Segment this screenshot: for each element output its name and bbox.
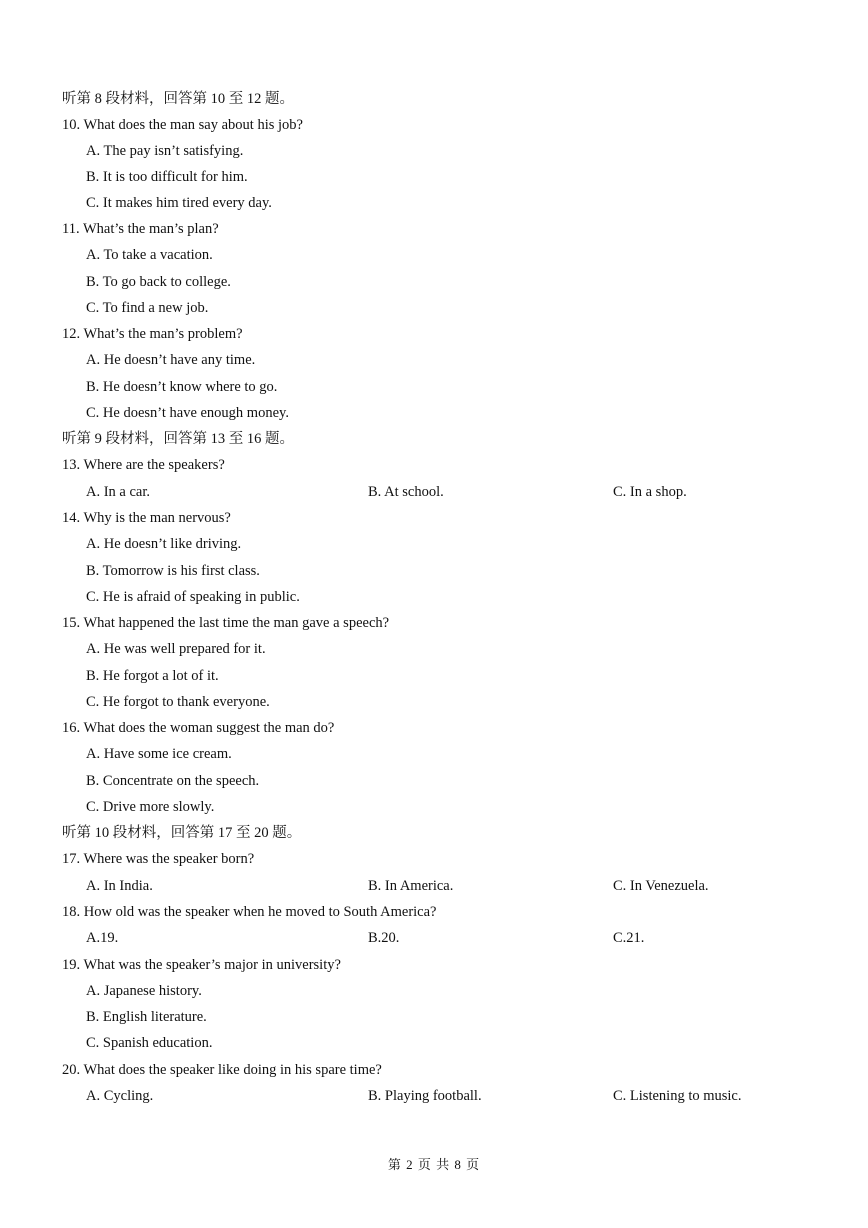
option-19c: C. Spanish education. (86, 1035, 213, 1051)
option-20c: C. Listening to music. (613, 1088, 742, 1104)
option-10b: B. It is too difficult for him. (86, 169, 248, 185)
option-11a: A. To take a vacation. (86, 247, 213, 263)
question-10: 10. What does the man say about his job? (62, 117, 303, 133)
option-20a: A. Cycling. (86, 1088, 154, 1104)
section-header-8: 听第 8 段材料，回答第 10 至 12 题。 (62, 91, 294, 107)
option-14b: B. Tomorrow is his first class. (86, 563, 260, 579)
option-12b: B. He doesn’t know where to go. (86, 379, 278, 395)
option-17b: B. In America. (368, 878, 454, 894)
question-20: 20. What does the speaker like doing in his spare time? (62, 1062, 382, 1078)
option-18a: A.19. (86, 930, 119, 946)
question-13: 13. Where are the speakers? (62, 457, 225, 473)
option-13c: C. In a shop. (613, 484, 687, 500)
question-18: 18. How old was the speaker when he moved to South America? (62, 904, 437, 920)
question-12: 12. What’s the man’s problem? (62, 326, 243, 342)
question-19: 19. What was the speaker’s major in university? (62, 957, 341, 973)
question-15: 15. What happened the last time the man gave a speech? (62, 615, 390, 631)
option-12a: A. He doesn’t have any time. (86, 352, 256, 368)
option-19a: A. Japanese history. (86, 983, 202, 999)
option-11b: B. To go back to college. (86, 274, 231, 290)
option-16c: C. Drive more slowly. (86, 799, 215, 815)
option-18b: B.20. (368, 930, 400, 946)
option-12c: C. He doesn’t have enough money. (86, 405, 289, 421)
option-14a: A. He doesn’t like driving. (86, 536, 242, 552)
option-10a: A. The pay isn’t satisfying. (86, 143, 244, 159)
option-16a: A. Have some ice cream. (86, 746, 232, 762)
question-16: 16. What does the woman suggest the man do? (62, 720, 335, 736)
section-header-10: 听第 10 段材料，回答第 17 至 20 题。 (62, 825, 302, 841)
option-18c: C.21. (613, 930, 645, 946)
question-14: 14. Why is the man nervous? (62, 510, 231, 526)
option-15a: A. He was well prepared for it. (86, 641, 266, 657)
option-10c: C. It makes him tired every day. (86, 195, 272, 211)
question-11: 11. What’s the man’s plan? (62, 221, 219, 237)
option-17c: C. In Venezuela. (613, 878, 709, 894)
option-20b: B. Playing football. (368, 1088, 482, 1104)
option-14c: C. He is afraid of speaking in public. (86, 589, 300, 605)
section-header-9: 听第 9 段材料，回答第 13 至 16 题。 (62, 431, 294, 447)
option-19b: B. English literature. (86, 1009, 207, 1025)
question-17: 17. Where was the speaker born? (62, 851, 255, 867)
option-16b: B. Concentrate on the speech. (86, 773, 260, 789)
option-15c: C. He forgot to thank everyone. (86, 694, 270, 710)
option-13a: A. In a car. (86, 484, 151, 500)
option-13b: B. At school. (368, 484, 444, 500)
option-17a: A. In India. (86, 878, 153, 894)
option-15b: B. He forgot a lot of it. (86, 668, 219, 684)
option-11c: C. To find a new job. (86, 300, 209, 316)
page-number-footer: 第 2 页 共 8 页 (387, 1157, 481, 1172)
